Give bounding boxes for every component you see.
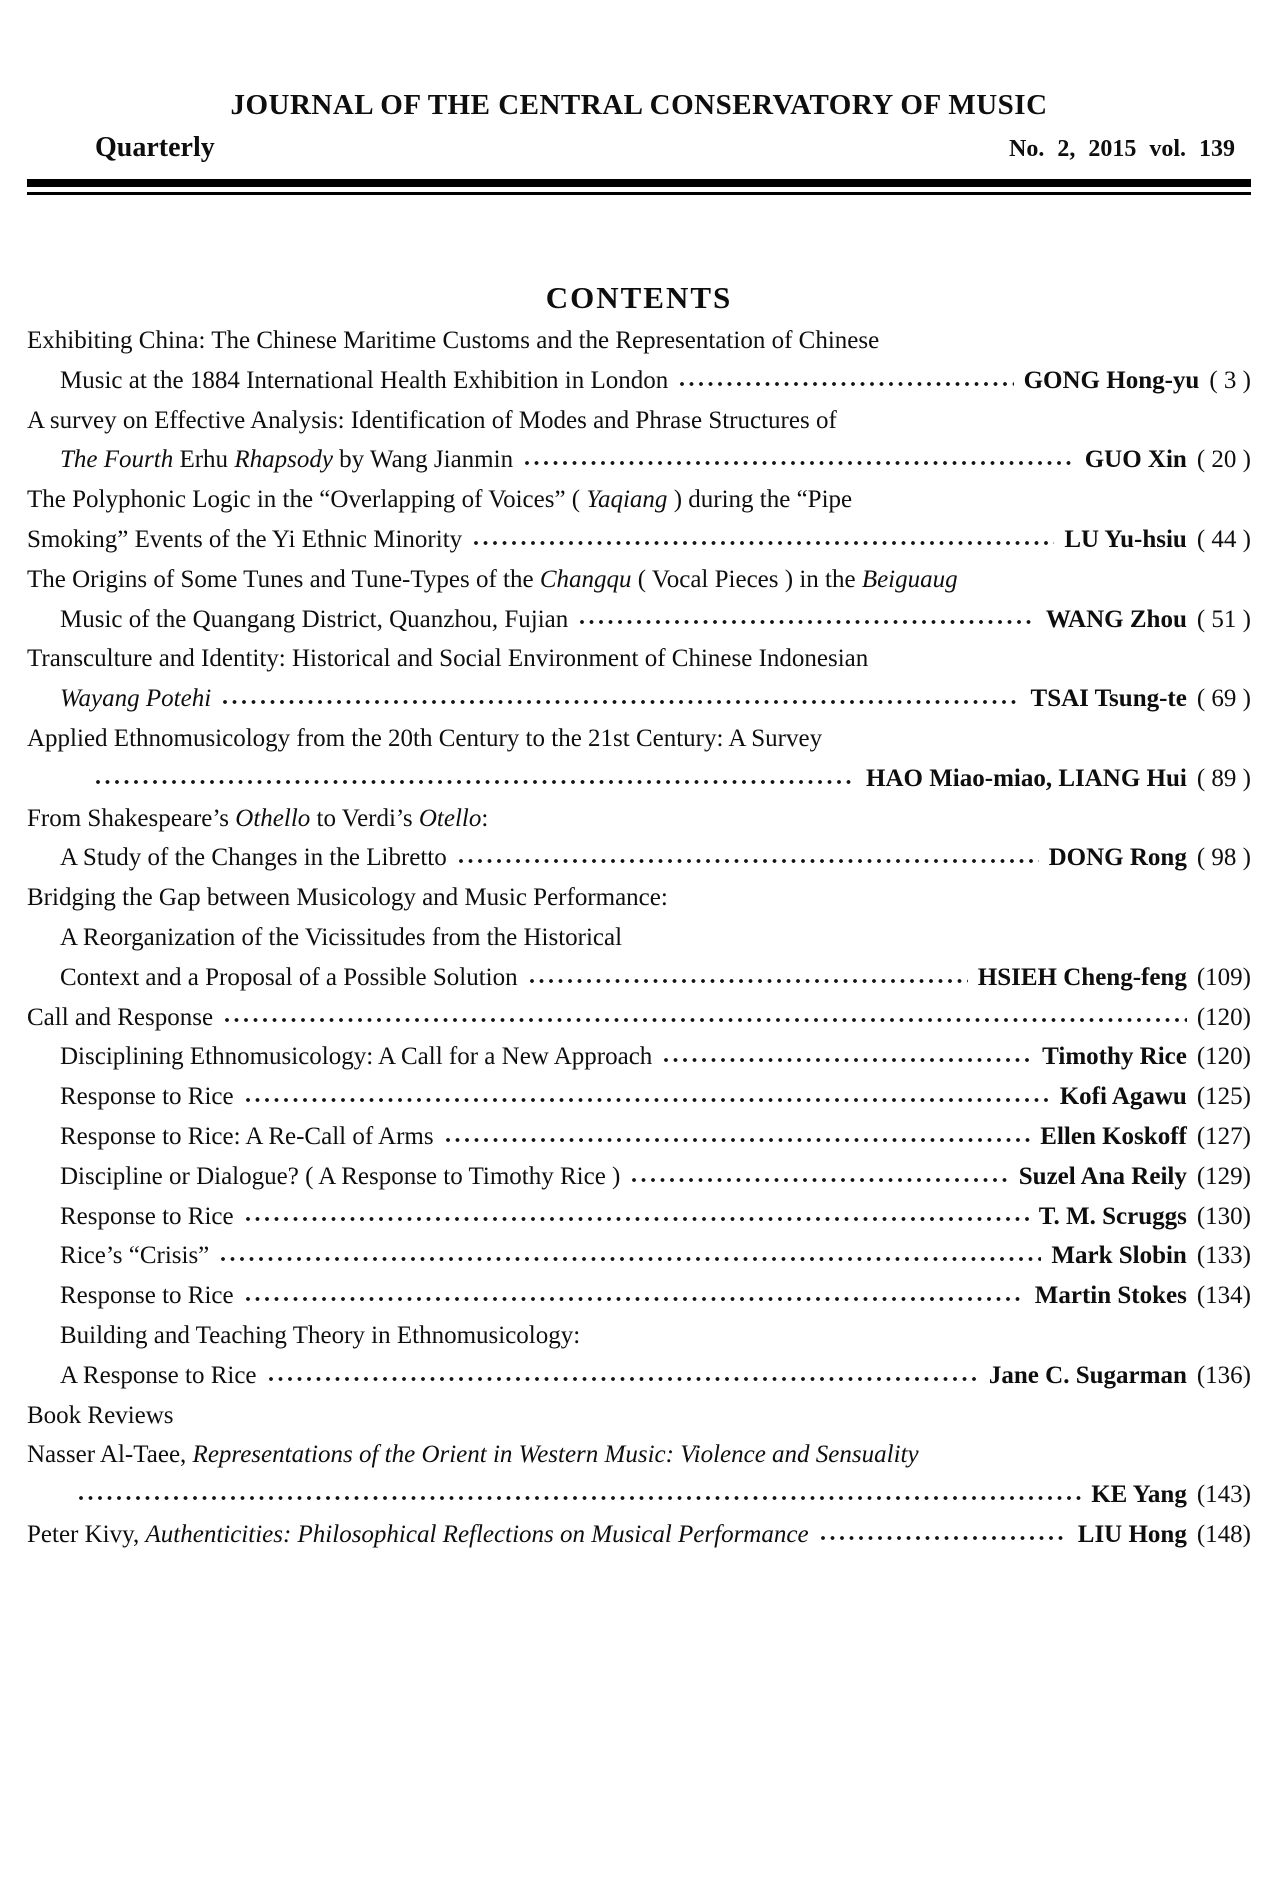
toc-entry-title [60, 1043, 652, 1071]
dot-leader [662, 1056, 1032, 1064]
toc-title-segment: Exhibiting China: The Chinese Maritime Customs and the Representation of Chinese [27, 327, 880, 354]
toc-line [27, 367, 1251, 407]
journal-issue-info: No. 2, 2015 vol. 139 [1009, 136, 1235, 162]
toc-title-segment: Transculture and Identity: Historical and Social Environment of Chinese Indonesian [27, 645, 869, 673]
toc-entry-page: (109) [1196, 963, 1251, 991]
toc-line [27, 1203, 1251, 1243]
toc-line [27, 1242, 1251, 1282]
toc-entry-title [27, 327, 879, 355]
toc-title-segment: Disciplining Ethnomusicology: A Call for a New Approach [60, 1043, 653, 1071]
toc-line [27, 486, 1251, 526]
toc-entry-title [60, 1282, 234, 1310]
toc-line [27, 526, 1251, 566]
toc-entry-title [60, 1362, 257, 1390]
toc-title-segment: Building and Teaching Theory in Ethnomusicology: [60, 1321, 581, 1349]
toc-title-segment: Book Reviews [27, 1401, 174, 1429]
toc-line [27, 1402, 1251, 1442]
toc-title-segment: A Response to Rice [60, 1361, 257, 1389]
toc-entry-page: (136) [1196, 1361, 1251, 1389]
toc-entry-title [27, 526, 462, 554]
masthead-row [27, 132, 1251, 164]
toc-title-segment: by Wang Jianmin [332, 446, 514, 474]
toc-entry-author: GONG Hong-yu [1023, 366, 1200, 394]
toc-entry-title [60, 964, 518, 992]
toc-entry-title [60, 1242, 209, 1270]
dot-leader [244, 1215, 1029, 1223]
toc-line [27, 1521, 1251, 1561]
toc-title-segment: Context and a Proposal of a Possible Solution [60, 963, 518, 991]
toc-entry-author: GUO Xin [1084, 446, 1187, 474]
toc-line [27, 844, 1251, 884]
toc-entry-page: ( 44 ) [1196, 525, 1251, 553]
toc-title-segment: The Polyphonic Logic in the “Overlapping of Voices” ( [27, 486, 587, 514]
toc-entry-author: TSAI Tsung-te [1030, 685, 1187, 713]
toc-entry-title [27, 805, 488, 833]
toc-title-segment: Call and Response [27, 1003, 214, 1031]
toc-title-segment: A Reorganization of the Vicissitudes from the Historical [60, 923, 623, 951]
dot-leader [630, 1176, 1008, 1184]
toc-entry-title [27, 725, 822, 753]
toc-entry-page: (120) [1196, 1043, 1251, 1071]
toc-entry-title [60, 1083, 234, 1111]
toc-entry-title [60, 844, 447, 872]
toc-entry-page: (133) [1196, 1242, 1251, 1270]
dot-leader [578, 618, 1036, 626]
toc-entry-title [27, 407, 837, 435]
journal-frequency: Quarterly [95, 132, 215, 163]
toc-title-segment: Bridging the Gap between Musicology and Music Performance: [27, 884, 668, 912]
toc-entry-author: T. M. Scruggs [1038, 1202, 1187, 1230]
toc-title-segment-italic: Otello [418, 804, 482, 832]
toc-title-segment: Peter Kivy, [27, 1520, 146, 1548]
toc-line [27, 884, 1251, 924]
toc-title-segment: Response to Rice [60, 1202, 234, 1230]
toc-line [27, 725, 1251, 765]
toc-entry-title [60, 1203, 234, 1231]
dot-leader [523, 459, 1075, 467]
toc-entry-title [60, 367, 668, 395]
toc-entry-title [60, 1163, 620, 1191]
toc-list [27, 327, 1251, 1561]
toc-title-segment: Music of the Quangang District, Quanzhou, Fujian [60, 605, 569, 633]
toc-title-segment: to Verdi’s [310, 804, 419, 832]
toc-entry-page: (127) [1196, 1122, 1251, 1150]
toc-line [27, 1123, 1251, 1163]
journal-title: JOURNAL OF THE CENTRAL CONSERVATORY OF MUSIC [230, 89, 1048, 121]
dot-leader [223, 1016, 1187, 1024]
toc-title-segment-italic: Wayang Potehi [60, 685, 212, 713]
toc-entry-page: ( 69 ) [1196, 685, 1251, 713]
toc-title-segment: From Shakespeare’s [27, 804, 236, 832]
toc-title-segment-italic: Yaqiang [586, 486, 668, 514]
dot-leader [244, 1096, 1050, 1104]
toc-entry-author: Mark Slobin [1051, 1242, 1187, 1270]
toc-title-segment: Applied Ethnomusicology from the 20th Century to the 21st Century: A Survey [27, 724, 823, 752]
toc-entry-title [27, 1521, 809, 1549]
toc-line [27, 805, 1251, 845]
toc-entry-author: HSIEH Cheng-feng [977, 963, 1187, 991]
toc-line [27, 407, 1251, 447]
toc-title-segment: A Study of the Changes in the Libretto [60, 844, 447, 872]
toc-line [27, 1163, 1251, 1203]
toc-entry-title [27, 1004, 213, 1032]
toc-entry-page: (125) [1196, 1083, 1251, 1111]
toc-line [27, 645, 1251, 685]
toc-entry-page: ( 20 ) [1196, 446, 1251, 474]
toc-line [27, 924, 1251, 964]
dot-leader [94, 778, 856, 786]
toc-title-segment: Music at the 1884 International Health Exhibition in London [60, 366, 669, 394]
divider-rule-thick [27, 179, 1251, 187]
toc-entry-title [60, 446, 513, 474]
toc-entry-author: WANG Zhou [1045, 605, 1187, 633]
toc-line [27, 606, 1251, 646]
toc-entry-title [27, 486, 852, 514]
toc-entry-page: (120) [1196, 1003, 1251, 1031]
toc-entry-author: DONG Rong [1048, 844, 1187, 872]
toc-line [27, 1083, 1251, 1123]
toc-line [27, 1043, 1251, 1083]
toc-entry-title [60, 924, 622, 952]
toc-entry-title [60, 1322, 580, 1350]
dot-leader [219, 1255, 1041, 1263]
toc-entry-page: (129) [1196, 1162, 1251, 1190]
toc-title-segment: Rice’s “Crisis” [60, 1242, 210, 1270]
toc-title-segment-italic: Representations of the Orient in Western Music: Violence and Sensuality [192, 1441, 919, 1469]
toc-entry-title [60, 606, 568, 634]
toc-title-segment: : [481, 804, 489, 832]
dot-leader [457, 857, 1039, 865]
toc-title-segment: Smoking” Events of the Yi Ethnic Minority [27, 525, 463, 553]
toc-entry-author: Suzel Ana Reily [1018, 1162, 1187, 1190]
toc-line [27, 685, 1251, 725]
divider-rule-thin [27, 192, 1251, 195]
toc-title-segment: Response to Rice: A Re-Call of Arms [60, 1122, 434, 1150]
toc-line [27, 1362, 1251, 1402]
toc-title-segment: Erhu [173, 446, 235, 474]
toc-entry-title [27, 566, 958, 594]
toc-entry-page: (148) [1196, 1520, 1251, 1548]
toc-entry-title [27, 645, 868, 673]
toc-title-segment: ) during the “Pipe [667, 486, 853, 514]
toc-title-segment-italic: Rhapsody [234, 446, 333, 474]
toc-title-segment: The Origins of Some Tunes and Tune-Types of the [27, 565, 540, 593]
toc-line [27, 327, 1251, 367]
toc-title-segment: Response to Rice [60, 1083, 234, 1111]
toc-entry-author: Timothy Rice [1042, 1043, 1187, 1071]
toc-line [27, 765, 1251, 805]
toc-entry-page: ( 51 ) [1196, 605, 1251, 633]
toc-entry-author: HAO Miao-miao, LIANG Hui [866, 764, 1187, 792]
toc-title-segment-italic: Authenticities: Philosophical Reflections on Musical Performance [145, 1520, 809, 1548]
toc-title-segment: A survey on Effective Analysis: Identification of Modes and Phrase Structures of [27, 406, 837, 434]
toc-title-segment: Response to Rice [60, 1282, 234, 1310]
dot-leader [244, 1295, 1025, 1303]
toc-entry-author: Ellen Koskoff [1040, 1122, 1187, 1150]
dot-leader [472, 539, 1054, 547]
toc-line [27, 1481, 1251, 1521]
toc-entry-title [60, 1123, 434, 1151]
toc-line [27, 566, 1251, 606]
toc-title-segment-italic: Othello [235, 804, 311, 832]
dot-leader [819, 1534, 1068, 1542]
toc-entry-page: (134) [1196, 1282, 1251, 1310]
toc-entry-page: ( 3 ) [1209, 366, 1251, 394]
toc-line [27, 1282, 1251, 1322]
toc-title-segment-italic: Beiguaug [861, 565, 958, 593]
toc-entry-author: Jane C. Sugarman [988, 1361, 1187, 1389]
toc-entry-title [60, 685, 211, 713]
toc-line [27, 1441, 1251, 1481]
toc-line [27, 446, 1251, 486]
dot-leader [444, 1136, 1031, 1144]
toc-entry-title [27, 1441, 919, 1469]
toc-entry-author: LIU Hong [1077, 1520, 1187, 1548]
toc-entry-page: ( 98 ) [1196, 844, 1251, 872]
toc-title-segment-italic: The Fourth [60, 446, 174, 474]
toc-entry-author: KE Yang [1091, 1481, 1187, 1509]
dot-leader [267, 1375, 979, 1383]
toc-entry-author: Martin Stokes [1034, 1282, 1187, 1310]
dot-leader [528, 977, 968, 985]
toc-entry-title [27, 884, 668, 912]
toc-title-segment: ( Vocal Pieces ) in the [631, 565, 862, 593]
toc-entry-author: LU Yu-hsiu [1064, 525, 1187, 553]
toc-line [27, 964, 1251, 1004]
dot-leader [678, 380, 1013, 388]
toc-entry-page: (130) [1196, 1202, 1251, 1230]
toc-entry-title [27, 1402, 174, 1430]
toc-line [27, 1004, 1251, 1044]
toc-line [27, 1322, 1251, 1362]
toc-title-segment: Nasser Al-Taee, [27, 1441, 193, 1469]
toc-title-segment-italic: Changqu [539, 565, 632, 593]
toc-entry-page: (143) [1196, 1481, 1251, 1509]
contents-heading: CONTENTS [545, 280, 733, 315]
toc-title-segment: Discipline or Dialogue? ( A Response to Timothy Rice ) [60, 1162, 621, 1190]
toc-entry-page: ( 89 ) [1196, 764, 1251, 792]
dot-leader [77, 1494, 1081, 1502]
dot-leader [221, 698, 1020, 706]
toc-entry-author: Kofi Agawu [1059, 1083, 1187, 1111]
